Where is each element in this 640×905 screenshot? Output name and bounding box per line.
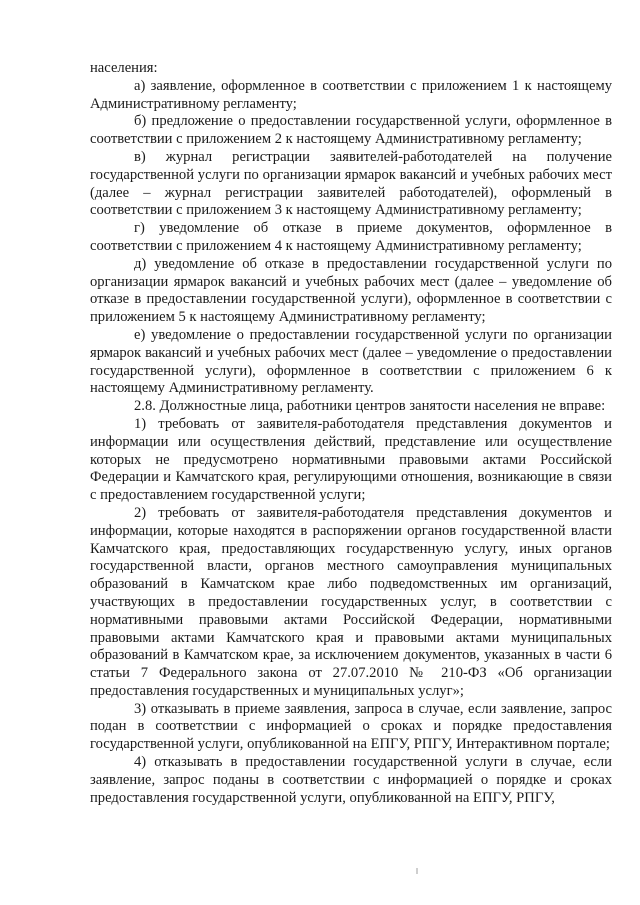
scan-artifact — [416, 868, 418, 874]
paragraph-item-2: 2) требовать от заявителя-работодателя представления документов и информации, которые находятся в распоряжении органов государственной власти Камчатского края, предоставляющих государственную услугу, иных органов государственной власти, органов местного самоуправления муниципальных образований в Камчатском крае либо подведомственных им организаций, участвующих в предоставлении государственных услуг, в соответствии с нормативными правовыми актами Российской Федерации, нормативными правовыми актами Камчатского края и правовыми актами муниципальных образований в Камчатском крае, за исключением документов, указанных в части 6 статьи 7 Федерального закона от 27.07.2010 № 210-ФЗ «Об организации предоставления государственных и муниципальных услуг»; — [90, 504, 612, 699]
paragraph-item-a: а) заявление, оформленное в соответствии с приложением 1 к настоящему Административному регламенту; — [90, 77, 612, 112]
paragraph-item-e: е) уведомление о предоставлении государственной услуги по организации ярмарок вакансий и учебных рабочих мест (далее – уведомление о предоставлении государственной услуги), оформленное в соответствии с приложением 6 к настоящему Административному регламенту. — [90, 326, 612, 397]
paragraph-item-3: 3) отказывать в приеме заявления, запроса в случае, если заявление, запрос подан в соответствии с информацией о сроках и порядке предоставления государственной услуги, опубликованной на ЕПГУ, РПГУ, Интерактивном портале; — [90, 700, 612, 753]
section-2-8-heading: 2.8. Должностные лица, работники центров занятости населения не вправе: — [134, 398, 606, 415]
document-page — [90, 60, 612, 807]
paragraph-item-1: 1) требовать от заявителя-работодателя представления документов и информации или осуществления действий, представление или осуществление которых не предусмотрено нормативными правовыми актами Российской Федерации и Камчатского края, регулирующими отношения, возникающие в связи с предоставлением государственной услуги; — [90, 415, 612, 504]
paragraph-item-g: г) уведомление об отказе в приеме документов, оформленное в соответствии с приложением 4 к настоящему Административному регламенту; — [90, 220, 612, 254]
paragraph-continuation: населения: — [90, 60, 158, 76]
paragraph-item-v: в) журнал регистрации заявителей-работодателей на получение государственной услуги по организации ярмарок вакансий и учебных рабочих мест (далее – журнал регистрации заявителей работодателей), оформленый в соответствии с приложением 3 к настоящему Административному регламенту; — [90, 148, 612, 219]
paragraph-item-d: д) уведомление об отказе в предоставлении государственной услуги по организации ярмарок вакансий и учебных рабочих мест (далее – уведомление об отказе в предоставлении государственной услуги), оформленное в соответствии с приложением 5 к настоящему Административному регламенту; — [90, 255, 612, 326]
paragraph-item-b: б) предложение о предоставлении государственной услуги, оформленное в соответствии с приложением 2 к настоящему Административному регламенту; — [90, 113, 612, 148]
paragraph-item-4: 4) отказывать в предоставлении государственной услуги в случае, если заявление, запрос поданы в соответствии с информацией о порядке и сроках предоставления государственной услуги, опубликованной на ЕПГУ, РПГУ, — [90, 754, 612, 806]
